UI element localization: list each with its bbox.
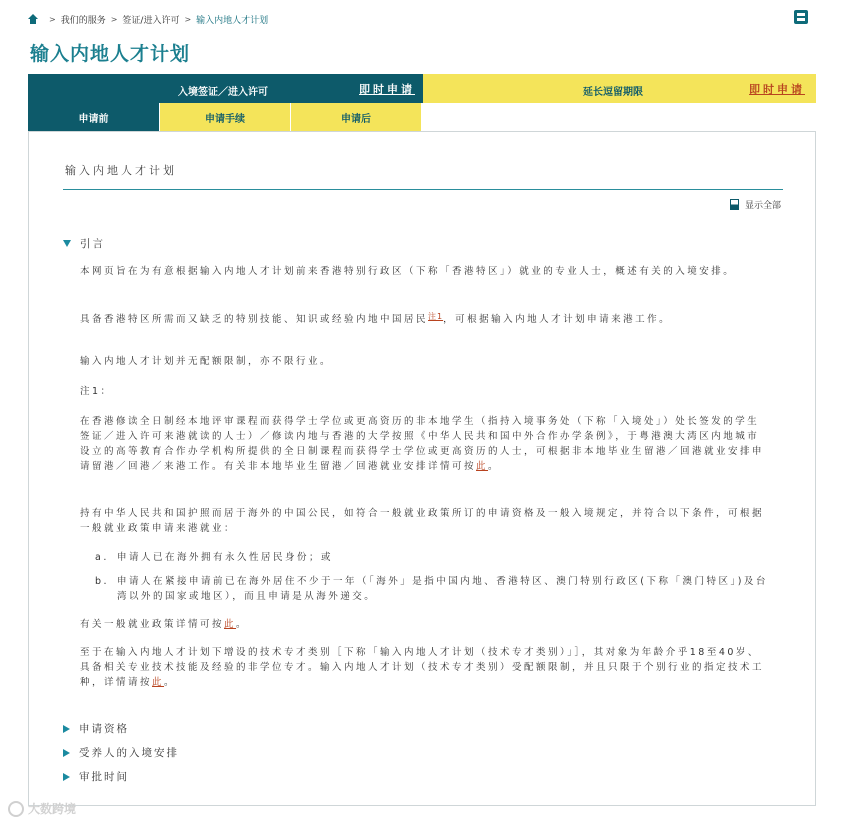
section-divider <box>63 189 783 190</box>
accordion-dependants-label: 受养人的入境安排 <box>79 747 179 759</box>
watermark <box>8 800 76 817</box>
triangle-down-icon <box>63 240 71 247</box>
intro-paragraph-2 <box>80 309 770 327</box>
p2-text: 具备香港特区所需而又缺乏的特别技能、知识或经验内地中国居民 <box>80 314 429 325</box>
page-title: 输入内地人才计划 <box>30 43 191 65</box>
breadcrumb-item-current: 输入内地人才计划 <box>196 15 269 26</box>
technical-talent-text: 至于在输入内地人才计划下增设的技术专才类别［下称「输入内地人才计划（技术专才类别）」］，其对象为年龄介乎18至40岁、具备相关专业技术技能及经验的非学位专才。输入内地人才计划（技术专才类别）受配额限制，并且只限于个别行业的指定技术工种，详情请按 <box>80 647 765 688</box>
period: 。 <box>236 619 249 630</box>
period: 。 <box>488 461 501 472</box>
overseas-paragraph: 持有中华人民共和国护照而居于海外的中国公民，如符合一般就业政策所订的申请资格及一般入境规定，并符合以下条件，可根据一般就业政策申请来港就业： <box>80 508 765 534</box>
breadcrumb-item-visa[interactable]: 签证/进入许可 <box>122 15 180 26</box>
sub-tabs <box>28 103 421 131</box>
accordion-dependants[interactable] <box>63 745 179 760</box>
intro-paragraph-3: 输入内地人才计划并无配额限制，亦不限行业。 <box>80 356 333 367</box>
breadcrumb-separator: > <box>110 14 118 24</box>
triangle-right-icon <box>63 725 70 733</box>
watermark-text: 大数跨境 <box>28 802 77 816</box>
tab-extension-of-stay[interactable] <box>423 74 816 103</box>
accordion-eligibility[interactable] <box>63 721 129 736</box>
accordion-intro-label: 引言 <box>80 238 105 250</box>
p2-text-end: ，可根据输入内地人才计划申请来港工作。 <box>443 314 672 325</box>
note-1-link[interactable]: 注1 <box>428 312 444 321</box>
tab-before-application[interactable]: 申请前 <box>28 103 159 131</box>
apply-now-link[interactable]: 即时申请 <box>359 83 415 96</box>
tab-after-application[interactable]: 申请后 <box>290 103 421 131</box>
tab-extension-of-stay-label: 延长逗留期限 <box>583 87 643 98</box>
list-marker: a. <box>95 552 109 563</box>
general-employment-paragraph <box>80 617 770 632</box>
accordion-processing-time[interactable] <box>63 769 129 784</box>
accordion-processing-time-label: 审批时间 <box>79 771 129 783</box>
section-title: 输入内地人才计划 <box>65 164 177 177</box>
print-icon[interactable] <box>794 10 808 24</box>
breadcrumb-separator: > <box>49 14 56 24</box>
expand-all-icon <box>730 199 739 210</box>
apply-now-link[interactable]: 即时申请 <box>749 83 805 96</box>
tab-entry-visa-label: 入境签证／进入许可 <box>178 87 268 98</box>
note-paragraph <box>80 414 770 474</box>
content-panel <box>28 131 816 806</box>
intro-paragraph-1: 本网页旨在为有意根据输入内地人才计划前来香港特别行政区（下称「香港特区」）就业的专业人士，概述有关的入境安排。 <box>80 266 736 277</box>
accordion-intro[interactable] <box>63 236 105 251</box>
accordion-eligibility-label: 申请资格 <box>79 723 129 735</box>
list-item <box>95 574 775 604</box>
triangle-right-icon <box>63 749 70 757</box>
triangle-right-icon <box>63 773 70 781</box>
general-employment-text: 有关一般就业政策详情可按 <box>80 619 225 630</box>
list-item-text: 申请人已在海外拥有永久性居民身份；或 <box>117 552 334 563</box>
here-link[interactable]: 此 <box>224 619 237 630</box>
list-marker: b. <box>95 576 110 587</box>
main-tabs <box>28 74 816 103</box>
breadcrumb-separator: > <box>184 14 192 24</box>
breadcrumb-item-services[interactable]: 我们的服务 <box>60 15 106 26</box>
breadcrumb <box>28 11 268 27</box>
home-icon[interactable] <box>28 14 38 24</box>
here-link[interactable]: 此 <box>152 677 165 688</box>
note-label: 注1： <box>80 386 113 397</box>
period: 。 <box>164 677 177 688</box>
list-item-text: 申请人在紧接申请前已在海外居住不少于一年（「海外」是指中国内地、香港特区、澳门特别行政区(下称「澳门特区」)及台湾以外的国家或地区），而且申请是从海外递交。 <box>117 576 768 602</box>
tab-entry-visa[interactable] <box>28 74 423 103</box>
show-all-button[interactable] <box>730 198 781 211</box>
watermark-logo-icon <box>8 801 24 817</box>
list-item <box>95 550 775 565</box>
technical-talent-paragraph <box>80 645 770 690</box>
here-link[interactable]: 此 <box>476 461 489 472</box>
show-all-label: 显示全部 <box>744 201 781 211</box>
note-text: 在香港修读全日制经本地评审课程而获得学士学位或更高资历的非本地学生（指持入境事务处（下称「入境处」）处长签发的学生签证／进入许可来港就读的人士）／修读内地与香港的大学按照《中华人民共和国中外合作办学条例》，于粤港澳大湾区内地城市设立的高等教育合作办学机构所提供的全日制课程而获得学士学位或更高资历的人士，可根据非本地毕业生留港／回港就业安排申请留港／回港／来港工作。有关非本地毕业生留港／回港就业安排详情可按 <box>80 416 765 472</box>
tab-application-procedure[interactable]: 申请手续 <box>159 103 290 131</box>
